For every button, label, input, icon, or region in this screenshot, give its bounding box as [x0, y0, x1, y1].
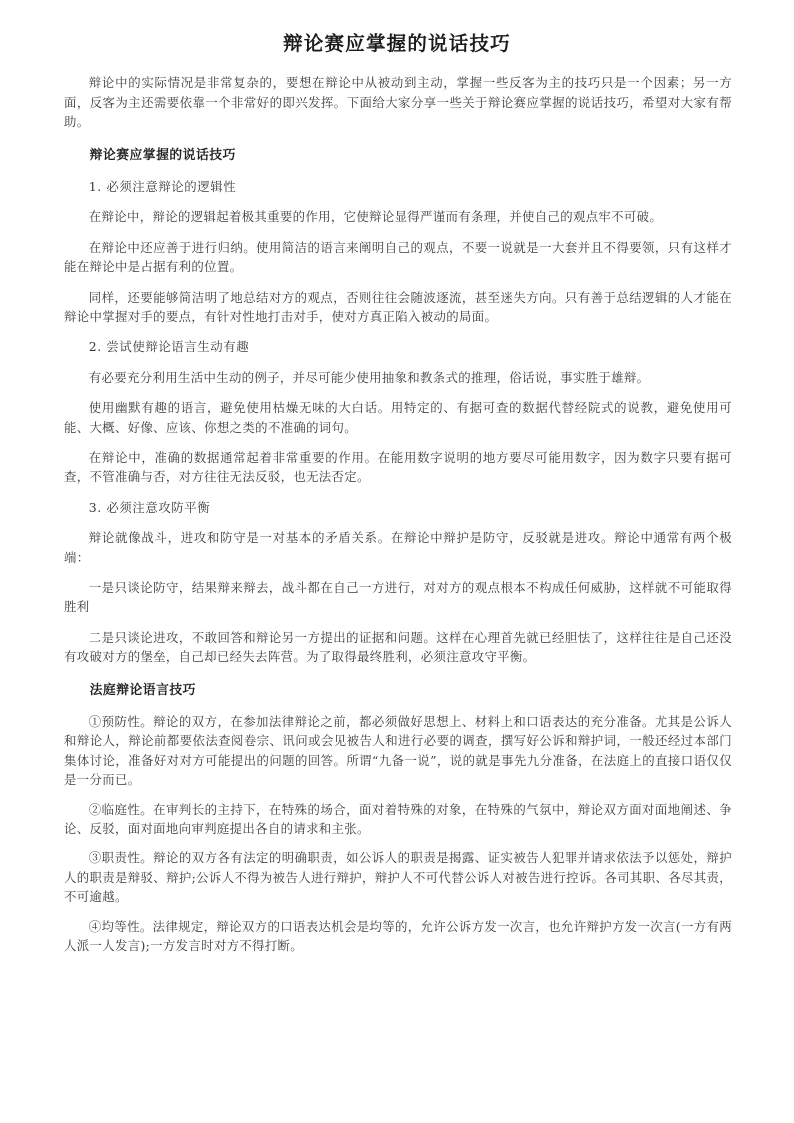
paragraph-4-4: ④均等性。法律规定，辩论双方的口语表达机会是均等的，允许公诉方发一次言，也允许辩护方发一次言(一方有两人派一人发言);一方发言时对方不得打断。: [64, 918, 732, 954]
paragraph-1-2: 在辩论中还应善于进行归纳。使用简洁的语言来阐明自己的观点，不要一说就是一大套并且不得要领，只有这样才能在辩论中是占据有利的位置。: [64, 239, 732, 275]
list-item-number-3: 3. 必须注意攻防平衡: [88, 499, 211, 515]
paragraph-2-3: 在辩论中，准确的数据通常起着非常重要的作用。在能用数字说明的地方要尽可能用数字，因为数字只要有据可查，不管准确与否，对方往往无法反驳，也无法否定。: [64, 449, 732, 485]
list-item-number-1: 1. 必须注意辩论的逻辑性: [88, 178, 237, 194]
paragraph-4-1: ①预防性。辩论的双方，在参加法律辩论之前，都必须做好思想上、材料上和口语表达的充分准备。尤其是公诉人和辩论人，辩论前都要依法查阅卷宗、讯问或会见被告人和进行必要的调查，撰写好公诉和辩护词，一般还经过本部门集体讨论，准备好对对方可能提出的问题的回答。所谓“九备一说”，说的就是事先九分准备，在法庭上的直接口语仅仅是一分而已。: [64, 714, 732, 788]
paragraph-3-2: 一是只谈论防守，结果辩来辩去，战斗都在自己一方进行，对对方的观点根本不构成任何威胁，这样就不可能取得胜利: [64, 580, 732, 615]
paragraph-1-1: 在辩论中，辩论的逻辑起着极其重要的作用，它使辩论显得严谨而有条理，并使自己的观点牢不可破。: [88, 209, 663, 225]
paragraph-3-1: 辩论就像战斗，进攻和防守是一对基本的矛盾关系。在辩论中辩护是防守，反驳就是进攻。辩论中通常有两个极端：: [64, 530, 732, 565]
document-body: [0, 57, 794, 955]
section-heading-2: 法庭辩论语言技巧: [89, 682, 196, 698]
list-item-number-2: 2. 尝试使辩论语言生动有趣: [88, 339, 250, 355]
paragraph-4-3: ③职责性。辩论的双方各有法定的明确职责，如公诉人的职责是揭露、证实被告人犯罪并请求依法予以惩处，辩护人的职责是辩驳、辩护;公诉人不得为被告人进行辩护，辩护人不可代替公诉人对被告进行控诉。各司其职、各尽其责，不可逾越。: [64, 850, 732, 905]
paragraph-3-3: 二是只谈论进攻，不敢回答和辩论另一方提出的证据和问题。这样在心理首先就已经胆怯了，这样往往是自己还没有攻破对方的堡垒，自己却已经失去阵营。为了取得最终胜利，必须注意攻守平衡。: [64, 629, 732, 665]
paragraph-2-1: 有必要充分利用生活中生动的例子，并尽可能少使用抽象和教条式的推理，俗话说，事实胜于雄辩。: [88, 369, 650, 385]
paragraph-4-2: ②临庭性。在审判长的主持下，在特殊的场合，面对着特殊的对象，在特殊的气氛中，辩论双方面对面地阐述、争论、反驳，面对面地向审判庭提出各自的请求和主张。: [64, 801, 732, 837]
paragraph-1-3: 同样，还要能够简洁明了地总结对方的观点，否则往往会随波逐流，甚至迷失方向。只有善于总结逻辑的人才能在辩论中掌握对手的要点，有针对性地打击对手，使对方真正陷入被动的局面。: [64, 289, 732, 324]
paragraph-2-2: 使用幽默有趣的语言，避免使用枯燥无味的大白话。用特定的、有据可查的数据代替经院式的说教，避免使用可能、大概、好像、应该、你想之类的不准确的词句。: [64, 400, 732, 435]
section-heading-1: 辩论赛应掌握的说话技巧: [89, 147, 236, 163]
page-title: 辩论赛应掌握的说话技巧: [283, 32, 511, 55]
intro-paragraph: 辩论中的实际情况是非常复杂的，要想在辩论中从被动到主动，掌握一些反客为主的技巧只是一个因素；另一方面，反客为主还需要依靠一个非常好的即兴发挥。下面给大家分享一些关于辩论赛应掌握的说话技巧，希望对大家有帮助。: [64, 75, 732, 130]
